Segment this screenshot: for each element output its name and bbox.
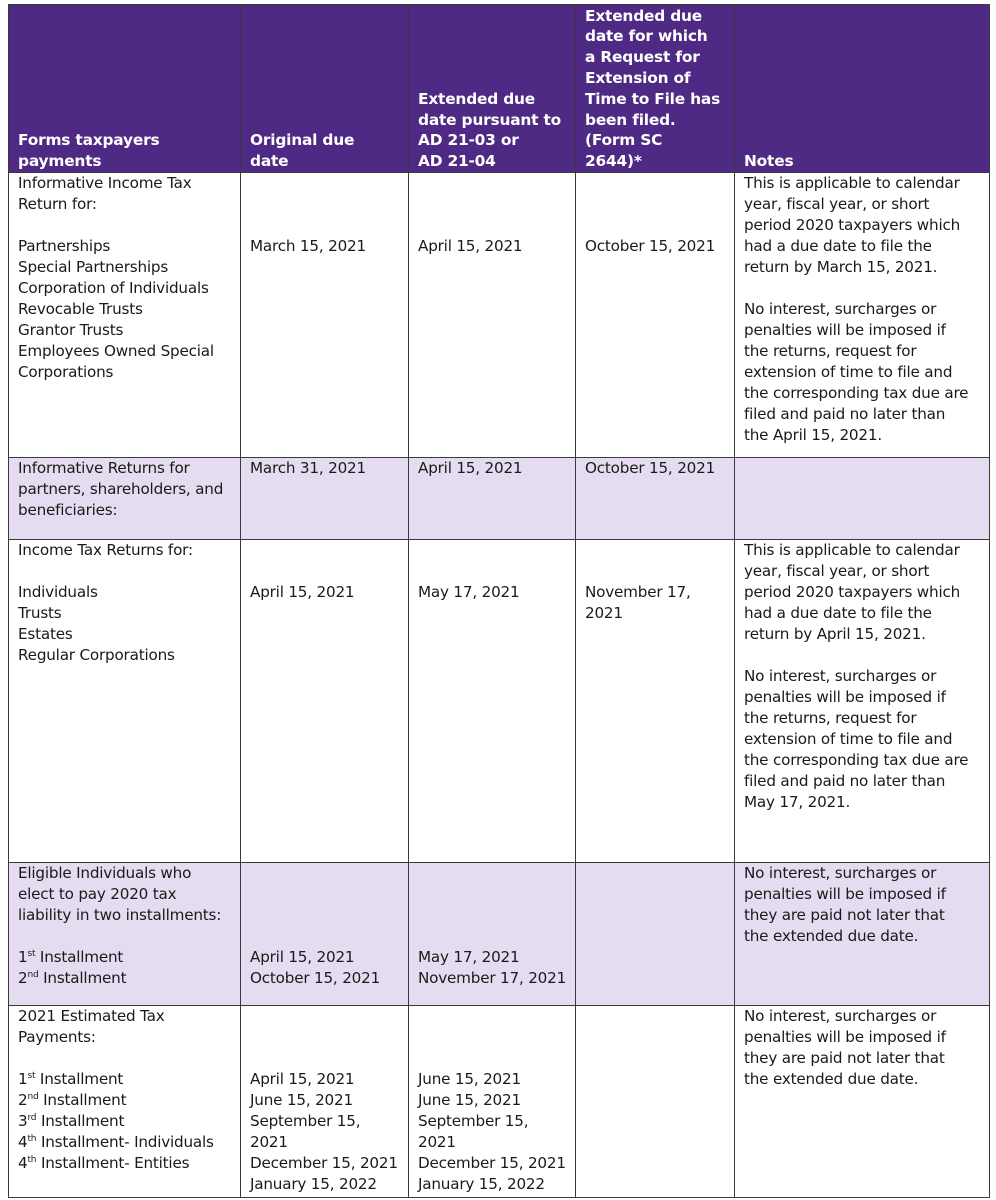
- header-forms: Forms taxpayers payments: [9, 5, 241, 173]
- request-extension-cell: November 17, 2021: [576, 540, 735, 863]
- installment-label: 1st Installment: [18, 1070, 124, 1088]
- header-request-extension: Extended due date for which a Request for Extension of Time to File has been filed. (Form SC 2644)*: [576, 5, 735, 173]
- installment-label: 1st Installment: [18, 948, 124, 966]
- table-row: [9, 1006, 990, 1198]
- extended-due-date-cell: May 17, 2021 November 17, 2021: [409, 863, 576, 1006]
- forms-cell: Eligible Individuals who elect to pay 2020 tax liability in two installments: 1st Installment 2nd Installment: [9, 863, 241, 1006]
- header-row: [9, 5, 990, 173]
- installment-label: 3rd Installment: [18, 1112, 125, 1130]
- installment-label: 2nd Installment: [18, 969, 127, 987]
- installment-label: 2nd Installment: [18, 1091, 127, 1109]
- due-dates-table: [8, 4, 990, 1198]
- table-row: [9, 173, 990, 458]
- forms-cell: 2021 Estimated Tax Payments: 1st Installment 2nd Installment 3rd Installment 4th Installment- Individuals 4th Installment- Entities: [9, 1006, 241, 1198]
- request-extension-cell: [576, 1006, 735, 1198]
- original-due-date-cell: April 15, 2021 June 15, 2021 September 15, 2021 December 15, 2021 January 15, 2022: [241, 1006, 409, 1198]
- forms-cell: Informative Returns for partners, shareholders, and beneficiaries:: [9, 458, 241, 540]
- table-row: [9, 863, 990, 1006]
- forms-cell: Informative Income Tax Return for: Partnerships Special Partnerships Corporation of Individuals Revocable Trusts Grantor Trusts Employees Owned Special Corporations: [9, 173, 241, 458]
- original-due-date-cell: April 15, 2021: [241, 540, 409, 863]
- original-due-date-cell: April 15, 2021 October 15, 2021: [241, 863, 409, 1006]
- installment-label: 4th Installment- Individuals: [18, 1133, 214, 1151]
- original-due-date-cell: March 31, 2021: [241, 458, 409, 540]
- header-extended-due-date: Extended due date pursuant to AD 21-03 or AD 21-04: [409, 5, 576, 173]
- notes-cell: This is applicable to calendar year, fiscal year, or short period 2020 taxpayers which had a due date to file the return by March 15, 2021. No interest, surcharges or penalties will be imposed if the returns, request for extension of time to file and the corresponding tax due are filed and paid no later than the April 15, 2021.: [735, 173, 990, 458]
- table-row: [9, 540, 990, 863]
- notes-cell: No interest, surcharges or penalties will be imposed if they are paid not later that the extended due date.: [735, 863, 990, 1006]
- table-row: [9, 458, 990, 540]
- forms-cell: Income Tax Returns for: Individuals Trusts Estates Regular Corporations: [9, 540, 241, 863]
- installment-label: 4th Installment- Entities: [18, 1154, 190, 1172]
- extended-due-date-cell: April 15, 2021: [409, 173, 576, 458]
- extended-due-date-cell: June 15, 2021 June 15, 2021 September 15, 2021 December 15, 2021 January 15, 2022: [409, 1006, 576, 1198]
- original-due-date-cell: March 15, 2021: [241, 173, 409, 458]
- header-original-due-date: Original due date: [241, 5, 409, 173]
- extended-due-date-cell: May 17, 2021: [409, 540, 576, 863]
- request-extension-cell: [576, 863, 735, 1006]
- header-notes: Notes: [735, 5, 990, 173]
- extended-due-date-cell: April 15, 2021: [409, 458, 576, 540]
- notes-cell: No interest, surcharges or penalties will be imposed if they are paid not later that the extended due date.: [735, 1006, 990, 1198]
- notes-cell: [735, 458, 990, 540]
- notes-cell: This is applicable to calendar year, fiscal year, or short period 2020 taxpayers which had a due date to file the return by April 15, 2021. No interest, surcharges or penalties will be imposed if the returns, request for extension of time to file and the corresponding tax due are filed and paid no later than May 17, 2021.: [735, 540, 990, 863]
- request-extension-cell: October 15, 2021: [576, 458, 735, 540]
- request-extension-cell: October 15, 2021: [576, 173, 735, 458]
